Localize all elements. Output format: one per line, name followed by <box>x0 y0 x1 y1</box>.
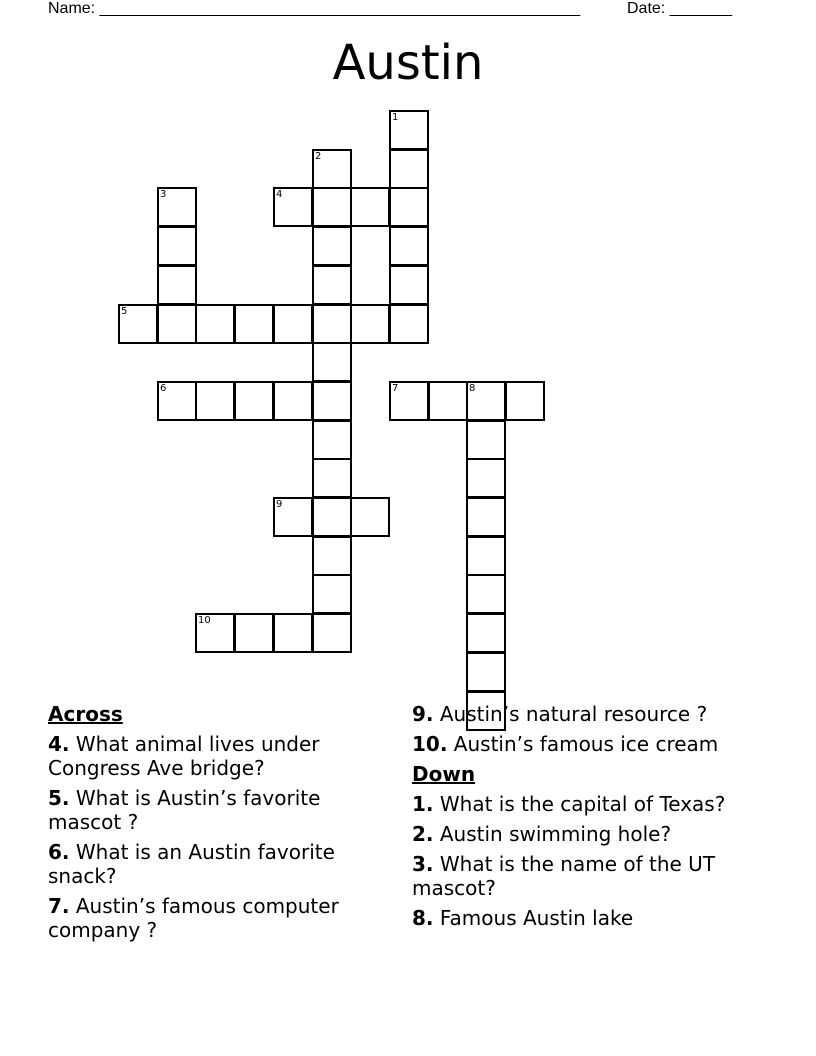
clues-right-column <box>412 702 772 936</box>
grid-cell[interactable] <box>428 381 468 421</box>
clue-text: Austin’s natural resource ? <box>439 702 708 726</box>
grid-cell[interactable] <box>466 497 506 537</box>
clue-down-2 <box>412 822 772 846</box>
clue-text: What is the capital of Texas? <box>439 792 726 816</box>
cell-number: 5 <box>121 306 128 317</box>
cell-number: 3 <box>160 189 167 200</box>
clue-text: Austin’s famous computer company ? <box>48 894 339 942</box>
grid-cell[interactable] <box>312 381 352 421</box>
clues-left-column <box>48 702 378 948</box>
grid-cell[interactable] <box>157 304 197 344</box>
grid-cell[interactable] <box>389 265 429 305</box>
grid-cell[interactable] <box>312 187 352 227</box>
clue-number: 5. <box>48 786 70 810</box>
grid-cell[interactable] <box>350 304 390 344</box>
grid-cell[interactable] <box>389 149 429 189</box>
grid-cell[interactable] <box>273 613 313 653</box>
grid-cell[interactable] <box>312 574 352 614</box>
grid-cell[interactable] <box>466 420 506 460</box>
grid-cell[interactable] <box>234 304 274 344</box>
grid-cell[interactable] <box>312 304 352 344</box>
grid-cell[interactable] <box>466 458 506 498</box>
across-heading: Across <box>48 702 123 726</box>
clue-down-1 <box>412 792 772 816</box>
name-line: Name: ______________________________________________________ <box>48 0 581 17</box>
cell-number: 8 <box>469 383 476 394</box>
grid-cell[interactable] <box>389 187 429 227</box>
cell-number: 1 <box>392 112 399 123</box>
grid-cell[interactable] <box>389 226 429 266</box>
grid-cell[interactable] <box>350 187 390 227</box>
grid-cell[interactable] <box>273 304 313 344</box>
cell-number: 10 <box>198 615 211 626</box>
clue-number: 9. <box>412 702 434 726</box>
clue-number: 6. <box>48 840 70 864</box>
clue-across-5 <box>48 786 378 834</box>
grid-cell[interactable] <box>505 381 545 421</box>
grid-cell[interactable] <box>312 613 352 653</box>
clue-across-7 <box>48 894 378 942</box>
grid-cell[interactable] <box>312 226 352 266</box>
clue-number: 7. <box>48 894 70 918</box>
page-title: Austin <box>332 35 484 91</box>
grid-cell[interactable] <box>195 304 235 344</box>
grid-cell[interactable] <box>312 536 352 576</box>
grid-cell[interactable] <box>466 574 506 614</box>
clue-across-9 <box>412 702 772 726</box>
clue-down-3 <box>412 852 772 900</box>
clue-down-8 <box>412 906 772 930</box>
clue-text: Austin swimming hole? <box>439 822 672 846</box>
grid-cell[interactable] <box>273 381 313 421</box>
grid-cell[interactable] <box>312 497 352 537</box>
grid-cell[interactable] <box>312 342 352 382</box>
grid-cell[interactable] <box>157 265 197 305</box>
clue-text: What animal lives under Congress Ave bridge? <box>48 732 320 780</box>
cell-number: 2 <box>315 151 322 162</box>
date-line: Date: _______ <box>627 0 732 17</box>
clue-number: 2. <box>412 822 434 846</box>
cell-number: 6 <box>160 383 167 394</box>
grid-cell[interactable] <box>350 497 390 537</box>
clue-across-6 <box>48 840 378 888</box>
clue-number: 4. <box>48 732 70 756</box>
clue-text: Austin’s famous ice cream <box>453 732 719 756</box>
grid-cell[interactable] <box>195 381 235 421</box>
cell-number: 4 <box>276 189 283 200</box>
grid-cell[interactable] <box>234 613 274 653</box>
cell-number: 7 <box>392 383 399 394</box>
grid-cell[interactable] <box>466 536 506 576</box>
grid-cell[interactable] <box>389 304 429 344</box>
clue-text: Famous Austin lake <box>439 906 634 930</box>
clue-across-10 <box>412 732 772 756</box>
grid-cell[interactable] <box>466 652 506 692</box>
clue-text: What is Austin’s favorite mascot ? <box>48 786 321 834</box>
clue-text: What is an Austin favorite snack? <box>48 840 335 888</box>
grid-cell[interactable] <box>312 458 352 498</box>
down-heading: Down <box>412 762 476 786</box>
clue-across-4 <box>48 732 378 780</box>
grid-cell[interactable] <box>157 226 197 266</box>
grid-cell[interactable] <box>466 613 506 653</box>
clue-number: 8. <box>412 906 434 930</box>
clue-text: What is the name of the UT mascot? <box>412 852 716 900</box>
clue-number: 3. <box>412 852 434 876</box>
cell-number: 9 <box>276 499 283 510</box>
grid-cell[interactable] <box>312 265 352 305</box>
grid-cell[interactable] <box>234 381 274 421</box>
clue-number: 10. <box>412 732 448 756</box>
clue-number: 1. <box>412 792 434 816</box>
grid-cell[interactable] <box>312 420 352 460</box>
